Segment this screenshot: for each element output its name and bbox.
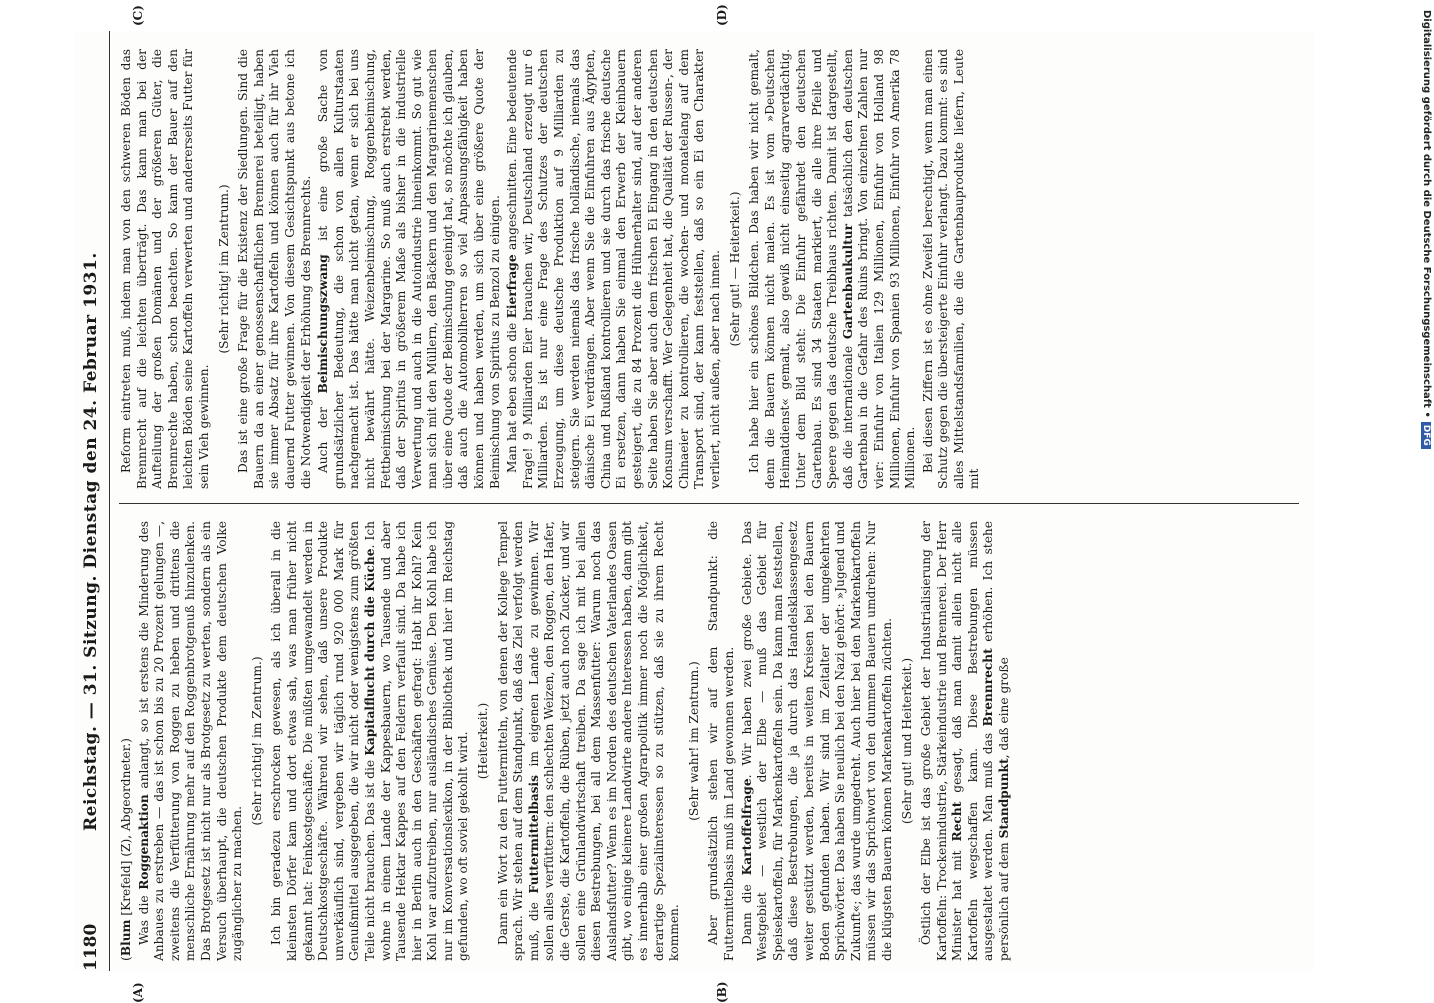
paragraph: Bei diesen Ziffern ist es ohne Zweifel berechtigt, wenn man einen Schutz gegen die übersteigerte Einfuhr verlangt. Dazu kommt: es sind alles Mittelstandsfamilien, die die Gartenbauprodukte liefern, Leute mit bbox=[921, 49, 983, 489]
margin-marker-c: (C) bbox=[131, 5, 145, 26]
margin-marker-a: (A) bbox=[131, 982, 145, 1003]
funding-note bbox=[1418, 10, 1432, 950]
paragraph: Dann die Kartoffelfrage. Wir haben zwei große Gebiete. Das Westgebiet — westlich der Elbe — muß das Gebiet für Speisekartoffeln, für Markenkartoffeln sein. Da kann man feststellen, daß diese Bestrebungen, die ja durch das Handelsklassengesetz weiter gestützt werden, bereits in weiten Kreisen bei den Bauern Boden gefunden haben. Wir sind im Zeitalter der umgekehrten Sprichwörter. Das haben Sie neulich bei den Nazi gehört: »Jugend und Zukunft«; das wurde umgedreht. Auch hier bei den Markenkartoffeln müssen wir das Sprichwort von den dummen Bauern umdrehen: Nur die klügsten Bauern können Markenkartoffeln züchten. bbox=[740, 521, 896, 961]
paragraph: Dann ein Wort zu den Futtermitteln, von denen der Kollege Tempel sprach. Wir stehen auf dem Standpunkt, daß das Ziel verfolgt werden muß, die Futtermittelbasis im eigenen Lande zu gewinnen. Wir sollen alles verfüttern: den schlechten Weizen, den Roggen, den Hafer, die Gerste, die Kartoffeln, die Rüben, jetzt auch noch Zucker, und wir sollen eine Grünlandwirtschaft treiben. Da sage ich mit bei allen diesen Bestrebungen, bei all dem Massenfutter: Warum noch das Auslandsfutter? Wenn es im Norden des deutschen Vaterlandes Oasen gibt, wo einige kleinere Landwirte andere Interessen haben, dann gibt es innerhalb einer großen Agrarpolitik immer noch die Möglichkeit, derartige Spezialinteressen so zu stützen, daß sie zu ihrem Recht kommen. bbox=[496, 521, 683, 961]
header-rule bbox=[109, 31, 110, 971]
running-title: Reichstag. — 31. Sitzung. Dienstag den 24. Februar 1931. bbox=[81, 252, 101, 831]
column-divider bbox=[119, 503, 1299, 504]
interjection: (Sehr richtig! im Zentrum.) bbox=[217, 49, 233, 489]
speaker-name: Blum bbox=[119, 920, 133, 957]
paragraph: Ich habe hier ein schönes Bildchen. Das haben wir nicht gemalt, denn die Bauern können nicht malen. Es ist vom »Deutschen Heimatdienst« gemalt, also gewiß nicht einseitig agrarverdächtig. Unter dem Bild steht: Die Einfuhr gefährdet den deutschen Gartenbau. Es sind 34 Staaten markiert, die alle ihre Pfeile und Speere gegen das deutsche Treibhaus richten. Damit ist dargestellt, daß die internationale Gartenbaukultur tatsächlich den deutschen Gartenbau in die Gefahr des Ruins bringt. Von einzelnen Zahlen nur vier: Einfuhr von Italien 129 Millionen, Einfuhr von Holland 98 Millionen, Einfuhr von Spanien 93 Millionen, Einfuhr von Amerika 78 Millionen. bbox=[747, 49, 919, 489]
interjection: (Sehr richtig! im Zentrum.) bbox=[250, 521, 266, 961]
interjection: (Sehr wahr! im Zentrum.) bbox=[687, 521, 703, 961]
paragraph: Auch der Beimischungszwang ist eine große Sache von grundsätzlicher Bedeutung, die schon von allen Kulturstaaten nachgemacht ist. Das hätte man nicht getan, wenn er sich bei uns nicht bewährt hätte. Weizenbeimischung, Roggenbeimischung, Fettbeimischung bei der Margarine. So muß auch erstrebt werden, daß der Spiritus in größerem Maße als bisher in die industrielle Verwertung und auch in die Autoindustrie hineinkommt. So gut wie man sich mit den Müllern, den Bäckern und den Margarinemenschen über eine Quote der Beimischung geeinigt hat, so möchte ich glauben, daß auch die Automobilherren so viel Anpassungsfähigkeit haben können und haben werden, um sich über eine größere Quote der Beimischung von Spiritus zu Benzol zu einigen. bbox=[316, 49, 503, 489]
paragraph: Das ist eine große Frage für die Existenz der Siedlungen. Sind die Bauern da an einer genossenschaftlichen Brennerei beteiligt, haben sie immer Absatz für ihre Kartoffeln und können auch für ihr Vieh dauernd Futter gewinnen. Von diesem Gesichtspunkt aus betone ich die Notwendigkeit der Erhöhung des Brennrechts. bbox=[236, 49, 314, 489]
speaker-detail: [Krefeld] (Z), Abgeordneter.) bbox=[119, 738, 133, 916]
interjection: (Sehr gut! — Heiterkeit.) bbox=[728, 49, 744, 489]
paragraph: Man hat eben schon die Eierfrage angeschnitten. Eine bedeutende Frage! 9 Milliarden Eier brauchen wir, Deutschland erzeugt nur 6 Milliarden. Es ist nur eine Frage des Schutzes der deutschen Erzeugung, um diese deutsche Produktion auf 9 Milliarden zu steigern. Sie werden niemals das frische holländische, niemals das dänische Ei verdrängen. Aber wenn Sie die Einfuhren aus Ägypten, China und Rußland kontrollieren und sie durch das frische deutsche Ei ersetzen, dann haben Sie einmal den Erwerb der Kleinbauern gesteigert, die zu 84 Prozent die Hühnerhalter sind, auf der anderen Seite haben Sie aber auch dem frischen Ei Eingang in den deutschen Konsum verschafft. Wer Gelegenheit hat, die Qualität der Russen-, der Chinaeier zu kontrollieren, die wochen- und monatelang auf dem Transport sind, der kann feststellen, daß so ein Ei den Charakter verliert, nicht außen, aber nach innen. bbox=[505, 49, 723, 489]
paragraph: Reform eintreten muß, indem man von den schweren Böden das Brennrecht auf die leichten überträgt. Das kann man bei der Aufteilung der großen Domänen und der größeren Güter, die Brennrechte haben, schon beachten. So kann der Bauer auf den leichten Böden seine Kartoffeln verwerten und andererseits Futter für sein Vieh gewinnen. bbox=[119, 49, 213, 489]
funding-note-text: Digitalisierung gefördert durch die Deutsche Forschungsgemeinschaft • bbox=[1421, 10, 1432, 418]
paragraph: Östlich der Elbe ist das große Gebiet der Industrialisierung der Kartoffeln: Trockenindustrie, Stärkeindustrie und Brennerei. Der Herr Minister hat mit Recht gesagt, daß man damit allein nicht alle Kartoffeln wegschaffen kann. Diese Bestrebungen müssen ausgestaltet werden. Man muß das Brennrecht erhöhen. Ich stehe persönlich auf dem Standpunkt, daß eine große bbox=[919, 521, 1013, 961]
dfg-logo: DFG bbox=[1421, 422, 1431, 449]
right-column bbox=[119, 49, 1299, 489]
margin-marker-b: (B) bbox=[715, 982, 729, 1003]
paragraph: Aber grundsätzlich stehen wir auf dem Standpunkt: die Futtermittelbasis muß im Land gewonnen werden. bbox=[706, 521, 737, 961]
margin-marker-d: (D) bbox=[715, 4, 729, 26]
left-column bbox=[119, 521, 1299, 961]
scanned-page bbox=[75, 31, 1315, 971]
page-number: 1180 bbox=[81, 924, 101, 971]
paragraph: Ich bin geradezu erschrocken gewesen, als ich überall in die kleinsten Dörfer kam und dort etwas sah, was man früher nicht gekannt hat: Feinkostgeschäfte. Die müßten umgewandelt werden in Deutschkostgeschäfte. Während wir sehen, daß unsere Produkte unverkäuflich sind, vergeben wir täglich rund 920 000 Mark für Genußmittel ausgegeben, die wir nicht oder wenigstens zum größten Teile nicht brauchen. Das ist die Kapitalflucht durch die Küche. Ich wohne in einem Lande der Kappesbauern, wo Tausende und aber Tausende Hektar Kappes auf den Feldern verfault sind. Da habe ich hier in Berlin auch in den Geschäften gefragt: Habt ihr Kohl? Kein Kohl war aufzutreiben, nur ausländisches Gemüse. Den Kohl habe ich nur im Konversationslexikon, in der Bibliothek und hier im Reichstag gefunden, wo oft soviel gekohlt wird. bbox=[269, 521, 472, 961]
speaker-line: (Blum [Krefeld] (Z), Abgeordneter.) bbox=[119, 521, 135, 961]
paragraph: Was die Roggenaktion anlangt, so ist erstens die Minderung des Anbaues zu erstreben — das ist schon bis zu 20 Prozent gelungen —, zweitens die Verfütterung von Roggen zu heben und drittens die menschliche Ernährung mehr auf den Roggenbrotgenuß hinzulenken. Das Brotgesetz ist nicht nur als Brotgesetz zu werten, sondern als ein Versuch überhaupt, die deutschen Produkte dem deutschen Volke zugänglicher zu machen. bbox=[137, 521, 246, 961]
interjection: (Heiterkeit.) bbox=[476, 521, 492, 961]
interjection: (Sehr gut! und Heiterkeit.) bbox=[900, 521, 916, 961]
